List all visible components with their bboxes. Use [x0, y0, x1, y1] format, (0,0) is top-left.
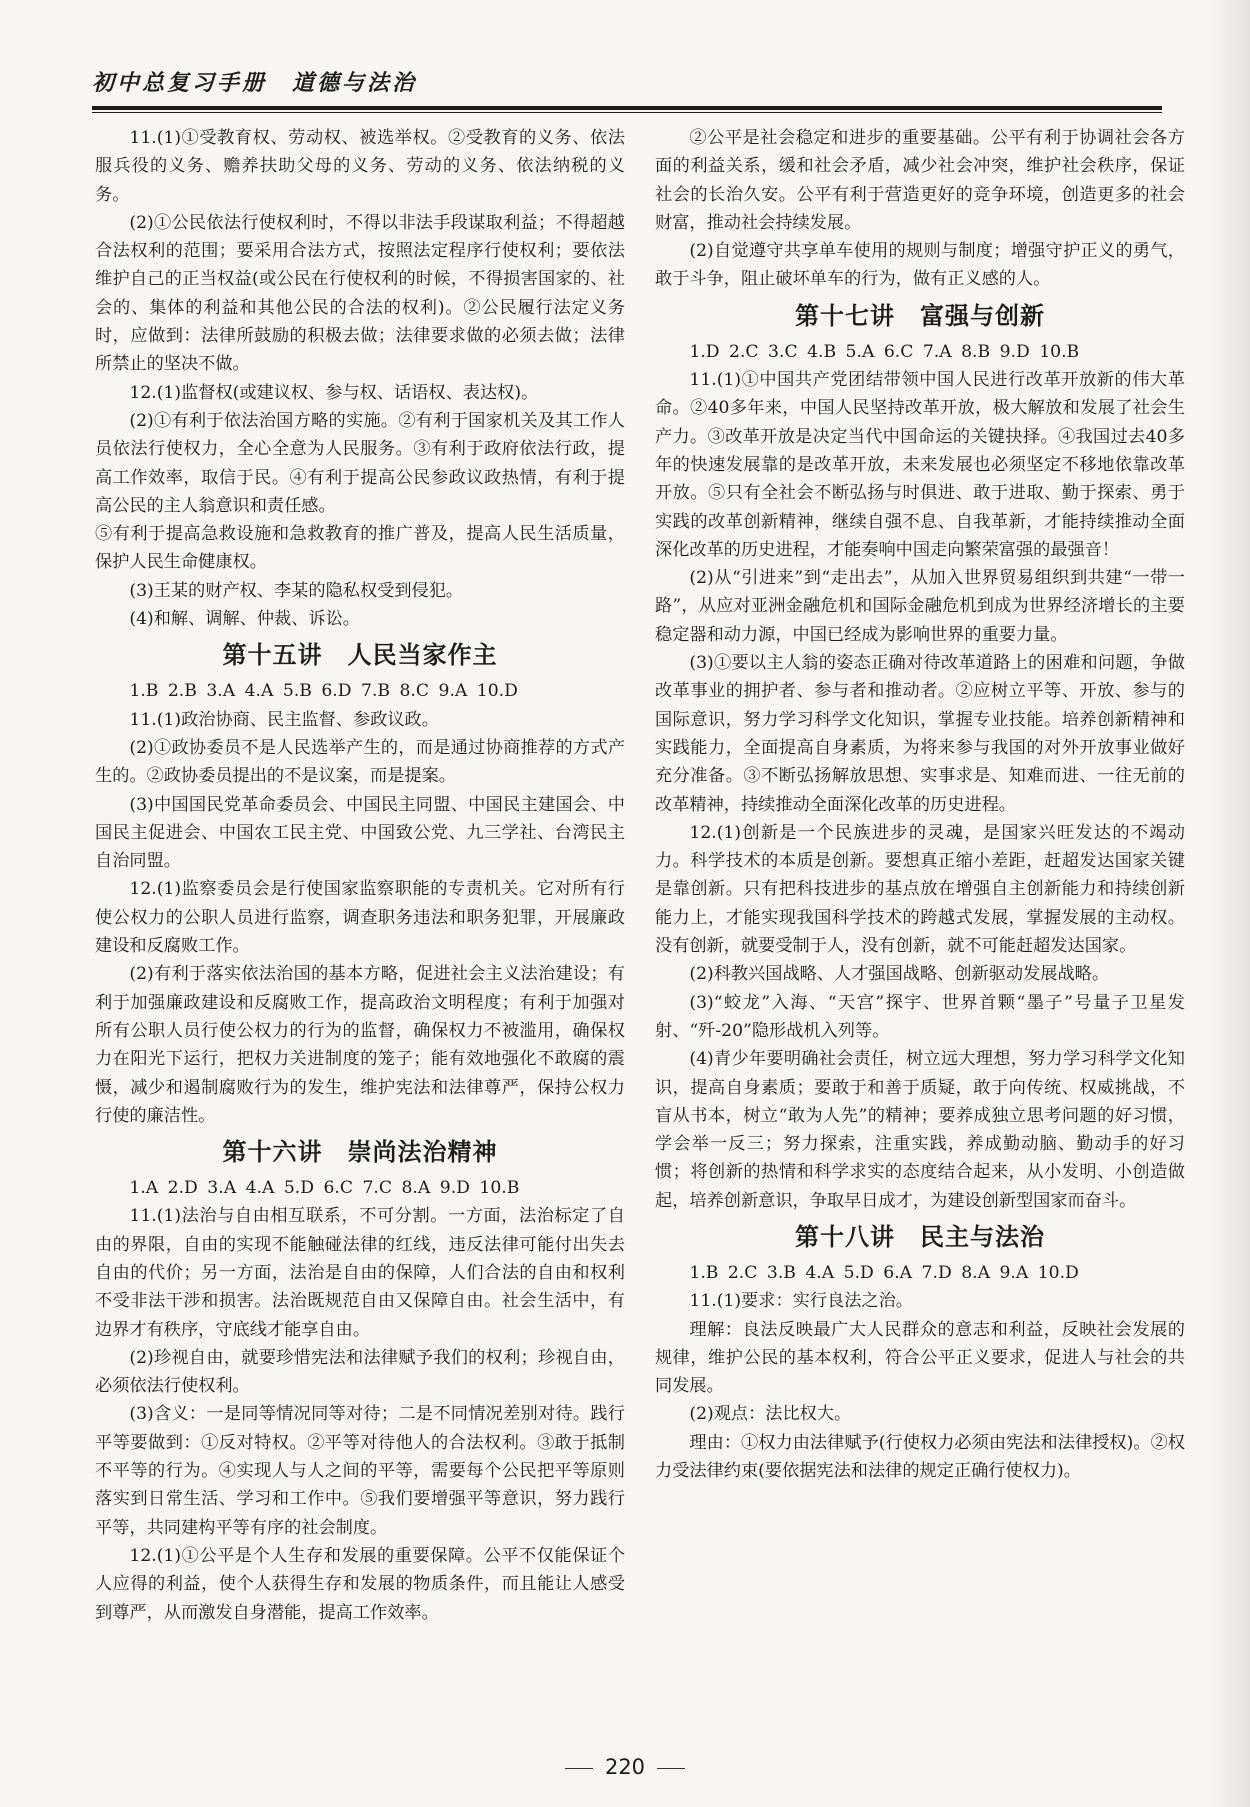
paragraph: (3)①要以主人翁的姿态正确对待改革道路上的困难和问题，争做改革事业的拥护者、参与者和推动者。②应树立平等、开放、参与的国际意识，努力学习科学文化知识，掌握专业技能。培养创新精神和实践能力，全面提高自身素质，为将来参与我国的对外开放事业做好充分准备。③不断弘扬解放思想、实事求是、知难而进、一往无前的改革精神，持续推动全面深化改革的历史进程。 [655, 653, 1185, 815]
answer: 8.C [399, 681, 430, 702]
paragraph: 11.(1)法治与自由相互联系，不可分割。一方面，法治标定了自由的界限，自由的实现不能触碰法律的红线，违反法律可能付出失去自由的代价；另一方面，法治是自由的保障，人们合法的自由和权利不受非法干涉和损害。法治既规范自由又保障自由。社会生活中，有边界才有秩序，守底线才能享自由。 [95, 1206, 625, 1340]
answer: 3.A [206, 681, 236, 702]
answer: 4.B [807, 341, 837, 362]
paragraph: 12.(1)监察委员会是行使国家监察职能的专责机关。它对所有行使公权力的公职人员进行监察，调查职务违法和职务犯罪，开展廉政建设和反腐败工作。 [95, 879, 625, 957]
answer: 5.D [283, 1178, 315, 1199]
answer: 3.C [768, 341, 798, 362]
paragraph: (3)王某的财产权、李某的隐私权受到侵犯。 [129, 580, 464, 601]
paragraph: 11.(1)要求：实行良法之治。 [689, 1291, 913, 1312]
section-title-17: 第十七讲 富强与创新 [795, 301, 1045, 330]
paragraph: (2)①有利于依法治国方略的实施。②有利于国家机关及其工作人员依法行使权力，全心全意为人民服务。③有利于政府依法行政，提高工作效率，取信于民。④有利于提高公民参政议政热情，有利于提高公民的主人翁意识和责任感。 [95, 410, 625, 516]
answer: 3.A [207, 1178, 237, 1199]
answer: 7.C [362, 1178, 393, 1199]
answer: 9.D [999, 341, 1030, 362]
page-number-dash-left [565, 1768, 593, 1769]
answer: 5.A [845, 341, 875, 362]
answer: 8.A [961, 1262, 990, 1283]
page-number-dash-right [657, 1768, 685, 1769]
answer-key-17 [655, 338, 1185, 366]
answer: 7.A [922, 341, 952, 362]
paragraph: (2)有利于落实依法治国的基本方略，促进社会主义法治建设；有利于加强廉政建设和反腐败工作，提高政治文明程度；有利于加强对所有公职人员行使公权力的行为的监督，确保权力不被滥用，确保权力在阳光下运行，把权力关进制度的笼子；能有效地强化不敢腐的震慑，减少和遏制腐败行为的发生，维护宪法和法律尊严，保持公权力行使的廉洁性。 [95, 964, 625, 1126]
answer: 1.A [129, 1178, 159, 1199]
answer: 5.B [282, 681, 312, 702]
answer: 9.D [439, 1178, 470, 1199]
paragraph: (2)①政协委员不是人民选举产生的，而是通过协商推荐的方式产生的。②政协委员提出的不是议案，而是提案。 [95, 737, 625, 787]
answer: 6.D [321, 681, 352, 702]
paragraph: 11.(1)①受教育权、劳动权、被选举权。②受教育的义务、依法服兵役的义务、赡养扶助父母的义务、劳动的义务、依法纳税的义务。 [95, 128, 625, 205]
answer: 10.B [479, 1178, 520, 1199]
paragraph: 12.(1)创新是一个民族进步的灵魂，是国家兴旺发达的不竭动力。科学技术的本质是创新。要想真正缩小差距，赶超发达国家关键是靠创新。只有把科技进步的基点放在增强自主创新能力和持续创新能力上，才能实现我国科学技术的跨越式发展，掌握发展的主动权。没有创新，就要受制于人，没有创新，就不可能赶超发达国家。 [655, 822, 1185, 957]
page-number [0, 1755, 1250, 1779]
paragraph: (2)自觉遵守共享单车使用的规则与制度；增强守护正义的勇气，敢于斗争，阻止破坏单车的行为，做有正义感的人。 [655, 241, 1185, 290]
paragraph: 12.(1)①公平是个人生存和发展的重要保障。公平不仅能保证个人应得的利益，使个人获得生存和发展的物质条件，而且能让人感受到尊严，从而激发自身潜能，提高工作效率。 [95, 1545, 625, 1623]
paragraph: (2)①公民依法行使权利时，不得以非法手段谋取利益；不得超越合法权利的范围；要采用合法方式，按照法定程序行使权利；要依法维护自己的正当权益(或公民在行使权利的时候，不得损害国家的、社会的、集体的利益和其他公民的合法的权利)。②公民履行法定义务时，应做到：法律所鼓励的积极去做；法律要求做的必须去做；法律所禁止的坚决不做。 [95, 212, 625, 375]
header-rule-thin [92, 112, 1162, 113]
header-rule [92, 106, 1162, 110]
answer: 1.B [689, 1262, 719, 1283]
answer: 2.C [729, 341, 759, 362]
answer: 4.A [805, 1262, 835, 1283]
page-edge-shadow [1210, 0, 1250, 1807]
answer: 8.A [401, 1178, 431, 1199]
section-title-18: 第十八讲 民主与法治 [795, 1222, 1045, 1251]
left-column [95, 124, 625, 1627]
section-title-15: 第十五讲 人民当家作主 [222, 641, 498, 670]
answer: 10.B [1039, 341, 1080, 362]
paragraph: 11.(1)政治协商、民主监督、参政议政。 [129, 709, 439, 730]
paragraph: (3)含义：一是同等情况同等对待；二是不同情况差别对待。践行平等要做到：①反对特权。②平等对待他人的合法权利。③敢于抵制不平等的行为。④实现人与人之间的平等，需要每个公民把平等原则落实到日常生活、学习和工作中。⑤我们要增强平等意识，努力践行平等，共同建构平等有序的社会制度。 [95, 1404, 625, 1538]
answer: 2.B [167, 681, 197, 702]
paragraph: 12.(1)监督权(或建议权、参与权、话语权、表达权)。 [129, 382, 539, 403]
paragraph: (2)珍视自由，就要珍惜宪法和法律赋予我们的权利；珍视自由，必须依法行使权利。 [95, 1347, 625, 1397]
answer: 6.C [883, 341, 914, 362]
paragraph: (3)中国国民党革命委员会、中国民主同盟、中国民主建国会、中国民主促进会、中国农工民主党、中国致公党、九三学社、台湾民主自治同盟。 [95, 794, 625, 872]
paragraph: 11.(1)①中国共产党团结带领中国人民进行改革开放新的伟大革命。②40多年来，中国人民坚持改革开放，极大解放和发展了社会生产力。③改革开放是决定当代中国命运的关键抉择。④我国过去40多年的快速发展靠的是改革开放，未来发展也必须坚定不移地依靠改革开放。⑤只有全社会不断弘扬与时俱进、敢于进取、勤于探索、勇于实践的改革创新精神，继续自强不息、自我革新，才能持续推动全面深化改革的历史进程，才能奏响中国走向繁荣富强的最强音！ [655, 370, 1185, 560]
answer: 3.B [766, 1262, 796, 1283]
section-title-16: 第十六讲 崇尚法治精神 [222, 1138, 498, 1167]
paragraph: 理由：①权力由法律赋予(行使权力必须由宪法和法律授权)。②权力受法律约束(要依据宪法和法律的规定正确行使权力)。 [655, 1432, 1185, 1482]
page-header [92, 48, 1162, 108]
paragraph: (4)和解、调解、仲裁、诉讼。 [129, 609, 360, 630]
answer: 5.D [843, 1262, 874, 1283]
answer: 2.D [167, 1178, 198, 1199]
answer: 7.B [361, 681, 391, 702]
answer: 7.D [921, 1262, 952, 1283]
answer: 1.D [689, 341, 720, 362]
answer: 8.B [961, 341, 991, 362]
answer: 2.C [727, 1262, 758, 1283]
page-number-text: 220 [604, 1755, 646, 1779]
header-title: 初中总复习手册 道德与法治 [92, 70, 418, 96]
answer: 10.D [476, 681, 518, 702]
answer: 1.B [129, 681, 159, 702]
answer: 6.A [883, 1262, 913, 1283]
answer-key-16 [95, 1174, 625, 1202]
paragraph: ②公平是社会稳定和进步的重要基础。公平有利于协调社会各方面的利益关系，缓和社会矛盾，减少社会冲突，维护社会秩序，保证社会的长治久安。公平有利于营造更好的竞争环境，创造更多的社会财富，推动社会持续发展。 [655, 128, 1185, 233]
answer: 6.C [323, 1178, 354, 1199]
answer-key-15 [95, 677, 625, 705]
answer: 9.A [999, 1262, 1029, 1283]
paragraph: (2)观点：法比权大。 [689, 1404, 852, 1425]
paragraph: (2)科教兴国战略、人才强国战略、创新驱动发展战略。 [689, 964, 1110, 985]
paragraph: (2)从“引进来”到“走出去”，从加入世界贸易组织到共建“一带一路”，从应对亚洲金融危机和国际金融危机到成为世界经济增长的主要稳定器和动力源，中国已经成为影响世界的重要力量。 [655, 568, 1185, 645]
answer: 4.A [244, 681, 274, 702]
answer-key-18 [655, 1259, 1185, 1287]
answer: 4.A [245, 1178, 275, 1199]
paragraph: (4)青少年要明确社会责任，树立远大理想，努力学习科学文化知识，提高自身素质；要敢于和善于质疑，敢于向传统、权威挑战，不盲从书本，树立“敢为人先”的精神；要养成独立思考问题的好习惯，学会举一反三；努力探索，注重实践，养成勤动脑、勤动手的好习惯；将创新的热情和科学求实的态度结合起来，从小发明、小创造做起，培养创新意识，争取早日成才，为建设创新型国家而奋斗。 [655, 1049, 1185, 1211]
answer: 10.D [1037, 1262, 1079, 1283]
paragraph: (3)“蛟龙”入海、“天宫”探宇、世界首颗“墨子”号量子卫星发射、“歼-20”隐形战机入列等。 [655, 992, 1185, 1041]
paragraph: 理解：良法反映最广大人民群众的意志和利益，反映社会发展的规律，维护公民的基本权利，符合公平正义要求，促进人与社会的共同发展。 [655, 1319, 1185, 1397]
answer: 9.A [438, 681, 468, 702]
paragraph: ⑤有利于提高急救设施和急救教育的推广普及，提高人民生活质量，保护人民生命健康权。 [95, 524, 625, 573]
right-column [655, 124, 1185, 1485]
